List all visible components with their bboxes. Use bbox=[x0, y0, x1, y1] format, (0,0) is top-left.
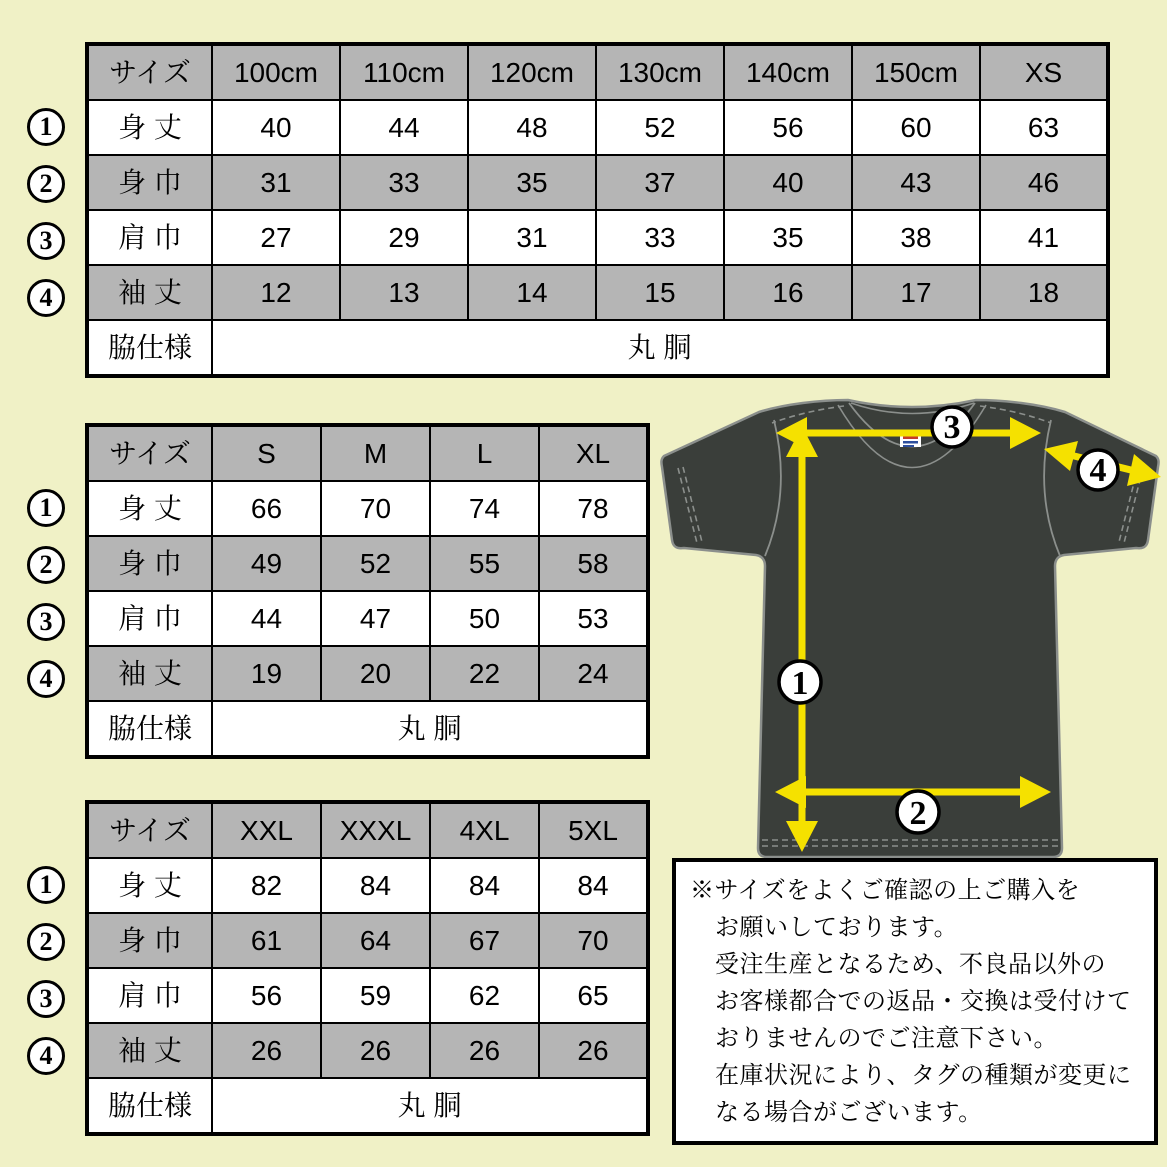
size-header-cell: サイズ bbox=[87, 425, 212, 481]
notice-line: お客様都合での返品・交換は受付けて bbox=[715, 988, 1132, 1015]
measure-label-cell: 袖 丈 bbox=[87, 265, 212, 320]
size-header-cell: S bbox=[212, 425, 321, 481]
diagram-marker-2 bbox=[897, 791, 939, 833]
size-header-cell: 100cm bbox=[212, 44, 340, 100]
size-value-cell: 17 bbox=[852, 265, 980, 320]
size-value-cell: 52 bbox=[596, 100, 724, 155]
size-value-cell: 14 bbox=[468, 265, 596, 320]
size-header-cell: XS bbox=[980, 44, 1108, 100]
size-value-cell: 64 bbox=[321, 913, 430, 968]
size-header-cell: XXXL bbox=[321, 802, 430, 858]
size-header-cell: M bbox=[321, 425, 430, 481]
size-table-plus bbox=[39, 800, 650, 1136]
tshirt-measurement-diagram bbox=[655, 390, 1167, 870]
size-table-kids bbox=[39, 42, 1110, 378]
size-value-cell: 33 bbox=[340, 155, 468, 210]
size-value-cell: 74 bbox=[430, 481, 539, 536]
size-value-cell: 84 bbox=[430, 858, 539, 913]
size-value-cell: 31 bbox=[212, 155, 340, 210]
size-value-cell: 38 bbox=[852, 210, 980, 265]
size-header-cell: サイズ bbox=[87, 802, 212, 858]
row-marker-circle: 4 bbox=[27, 660, 65, 698]
size-value-cell: 53 bbox=[539, 591, 648, 646]
size-value-cell: 43 bbox=[852, 155, 980, 210]
diagram-marker-1 bbox=[779, 661, 821, 703]
notice-line: ※サイズをよくご確認の上ご購入を bbox=[690, 877, 1081, 904]
size-value-cell: 18 bbox=[980, 265, 1108, 320]
size-value-cell: 19 bbox=[212, 646, 321, 701]
size-header-cell: サイズ bbox=[87, 44, 212, 100]
size-header-cell: 130cm bbox=[596, 44, 724, 100]
size-value-cell: 62 bbox=[430, 968, 539, 1023]
size-value-cell: 29 bbox=[340, 210, 468, 265]
size-value-cell: 44 bbox=[340, 100, 468, 155]
size-header-cell: XL bbox=[539, 425, 648, 481]
size-value-cell: 56 bbox=[724, 100, 852, 155]
size-header-cell: 140cm bbox=[724, 44, 852, 100]
notice-line: 在庫状況により、タグの種類が変更に bbox=[715, 1062, 1132, 1089]
row-marker-circle: 4 bbox=[27, 1037, 65, 1075]
size-value-cell: 67 bbox=[430, 913, 539, 968]
size-table bbox=[85, 423, 650, 759]
size-value-cell: 49 bbox=[212, 536, 321, 591]
size-value-cell: 24 bbox=[539, 646, 648, 701]
size-value-cell: 61 bbox=[212, 913, 321, 968]
measure-label-cell: 肩 巾 bbox=[87, 210, 212, 265]
svg-text:3: 3 bbox=[943, 409, 961, 446]
size-header-cell: L bbox=[430, 425, 539, 481]
size-value-cell: 60 bbox=[852, 100, 980, 155]
size-header-cell: 120cm bbox=[468, 44, 596, 100]
size-value-cell: 70 bbox=[321, 481, 430, 536]
size-table-adult bbox=[39, 423, 650, 759]
row-marker-circle: 2 bbox=[27, 165, 65, 203]
size-value-cell: 65 bbox=[539, 968, 648, 1023]
size-value-cell: 16 bbox=[724, 265, 852, 320]
purchase-notice bbox=[672, 858, 1158, 1145]
size-value-cell: 12 bbox=[212, 265, 340, 320]
footer-value-cell: 丸 胴 bbox=[212, 701, 648, 757]
size-value-cell: 40 bbox=[212, 100, 340, 155]
size-value-cell: 26 bbox=[539, 1023, 648, 1078]
size-value-cell: 15 bbox=[596, 265, 724, 320]
row-marker-circle: 2 bbox=[27, 546, 65, 584]
size-value-cell: 20 bbox=[321, 646, 430, 701]
size-value-cell: 37 bbox=[596, 155, 724, 210]
row-marker-circle: 3 bbox=[27, 980, 65, 1018]
row-marker-circle: 1 bbox=[27, 108, 65, 146]
size-value-cell: 84 bbox=[321, 858, 430, 913]
measure-label-cell: 肩 巾 bbox=[87, 591, 212, 646]
size-value-cell: 26 bbox=[321, 1023, 430, 1078]
measure-label-cell: 身 巾 bbox=[87, 913, 212, 968]
size-value-cell: 52 bbox=[321, 536, 430, 591]
measure-label-cell: 肩 巾 bbox=[87, 968, 212, 1023]
footer-value-cell: 丸 胴 bbox=[212, 1078, 648, 1134]
size-value-cell: 40 bbox=[724, 155, 852, 210]
measure-label-cell: 袖 丈 bbox=[87, 646, 212, 701]
size-value-cell: 58 bbox=[539, 536, 648, 591]
row-marker-circle: 1 bbox=[27, 489, 65, 527]
size-value-cell: 55 bbox=[430, 536, 539, 591]
measure-label-cell: 身 丈 bbox=[87, 481, 212, 536]
size-value-cell: 35 bbox=[468, 155, 596, 210]
size-value-cell: 26 bbox=[430, 1023, 539, 1078]
notice-line: お願いしております。 bbox=[715, 914, 959, 941]
footer-label-cell: 脇仕様 bbox=[87, 701, 212, 757]
size-value-cell: 84 bbox=[539, 858, 648, 913]
size-value-cell: 13 bbox=[340, 265, 468, 320]
size-value-cell: 59 bbox=[321, 968, 430, 1023]
size-value-cell: 48 bbox=[468, 100, 596, 155]
notice-line: 受注生産となるため、不良品以外の bbox=[715, 951, 1107, 978]
footer-label-cell: 脇仕様 bbox=[87, 1078, 212, 1134]
svg-text:1: 1 bbox=[791, 665, 809, 702]
notice-line: おりませんのでご注意下さい。 bbox=[715, 1025, 1058, 1052]
measure-label-cell: 袖 丈 bbox=[87, 1023, 212, 1078]
row-marker-circle: 1 bbox=[27, 866, 65, 904]
size-value-cell: 56 bbox=[212, 968, 321, 1023]
svg-text:2: 2 bbox=[909, 795, 927, 832]
size-value-cell: 70 bbox=[539, 913, 648, 968]
size-value-cell: 66 bbox=[212, 481, 321, 536]
size-value-cell: 46 bbox=[980, 155, 1108, 210]
size-table bbox=[85, 42, 1110, 378]
size-value-cell: 26 bbox=[212, 1023, 321, 1078]
row-marker-circle: 4 bbox=[27, 279, 65, 317]
svg-text:4: 4 bbox=[1089, 452, 1107, 489]
notice-line: なる場合がございます。 bbox=[715, 1099, 983, 1126]
size-header-cell: 5XL bbox=[539, 802, 648, 858]
size-value-cell: 78 bbox=[539, 481, 648, 536]
size-value-cell: 44 bbox=[212, 591, 321, 646]
measure-label-cell: 身 丈 bbox=[87, 858, 212, 913]
size-table bbox=[85, 800, 650, 1136]
size-header-cell: 150cm bbox=[852, 44, 980, 100]
footer-value-cell: 丸 胴 bbox=[212, 320, 1108, 376]
size-value-cell: 35 bbox=[724, 210, 852, 265]
size-value-cell: 41 bbox=[980, 210, 1108, 265]
size-value-cell: 27 bbox=[212, 210, 340, 265]
size-header-cell: 110cm bbox=[340, 44, 468, 100]
measure-label-cell: 身 巾 bbox=[87, 155, 212, 210]
diagram-marker-4 bbox=[1078, 450, 1118, 490]
size-value-cell: 31 bbox=[468, 210, 596, 265]
size-value-cell: 63 bbox=[980, 100, 1108, 155]
size-header-cell: 4XL bbox=[430, 802, 539, 858]
row-marker-circle: 2 bbox=[27, 923, 65, 961]
diagram-marker-3 bbox=[932, 407, 972, 447]
size-value-cell: 47 bbox=[321, 591, 430, 646]
size-value-cell: 33 bbox=[596, 210, 724, 265]
measure-label-cell: 身 丈 bbox=[87, 100, 212, 155]
footer-label-cell: 脇仕様 bbox=[87, 320, 212, 376]
size-value-cell: 22 bbox=[430, 646, 539, 701]
measure-label-cell: 身 巾 bbox=[87, 536, 212, 591]
row-marker-circle: 3 bbox=[27, 222, 65, 260]
row-marker-circle: 3 bbox=[27, 603, 65, 641]
size-value-cell: 82 bbox=[212, 858, 321, 913]
size-value-cell: 50 bbox=[430, 591, 539, 646]
size-header-cell: XXL bbox=[212, 802, 321, 858]
